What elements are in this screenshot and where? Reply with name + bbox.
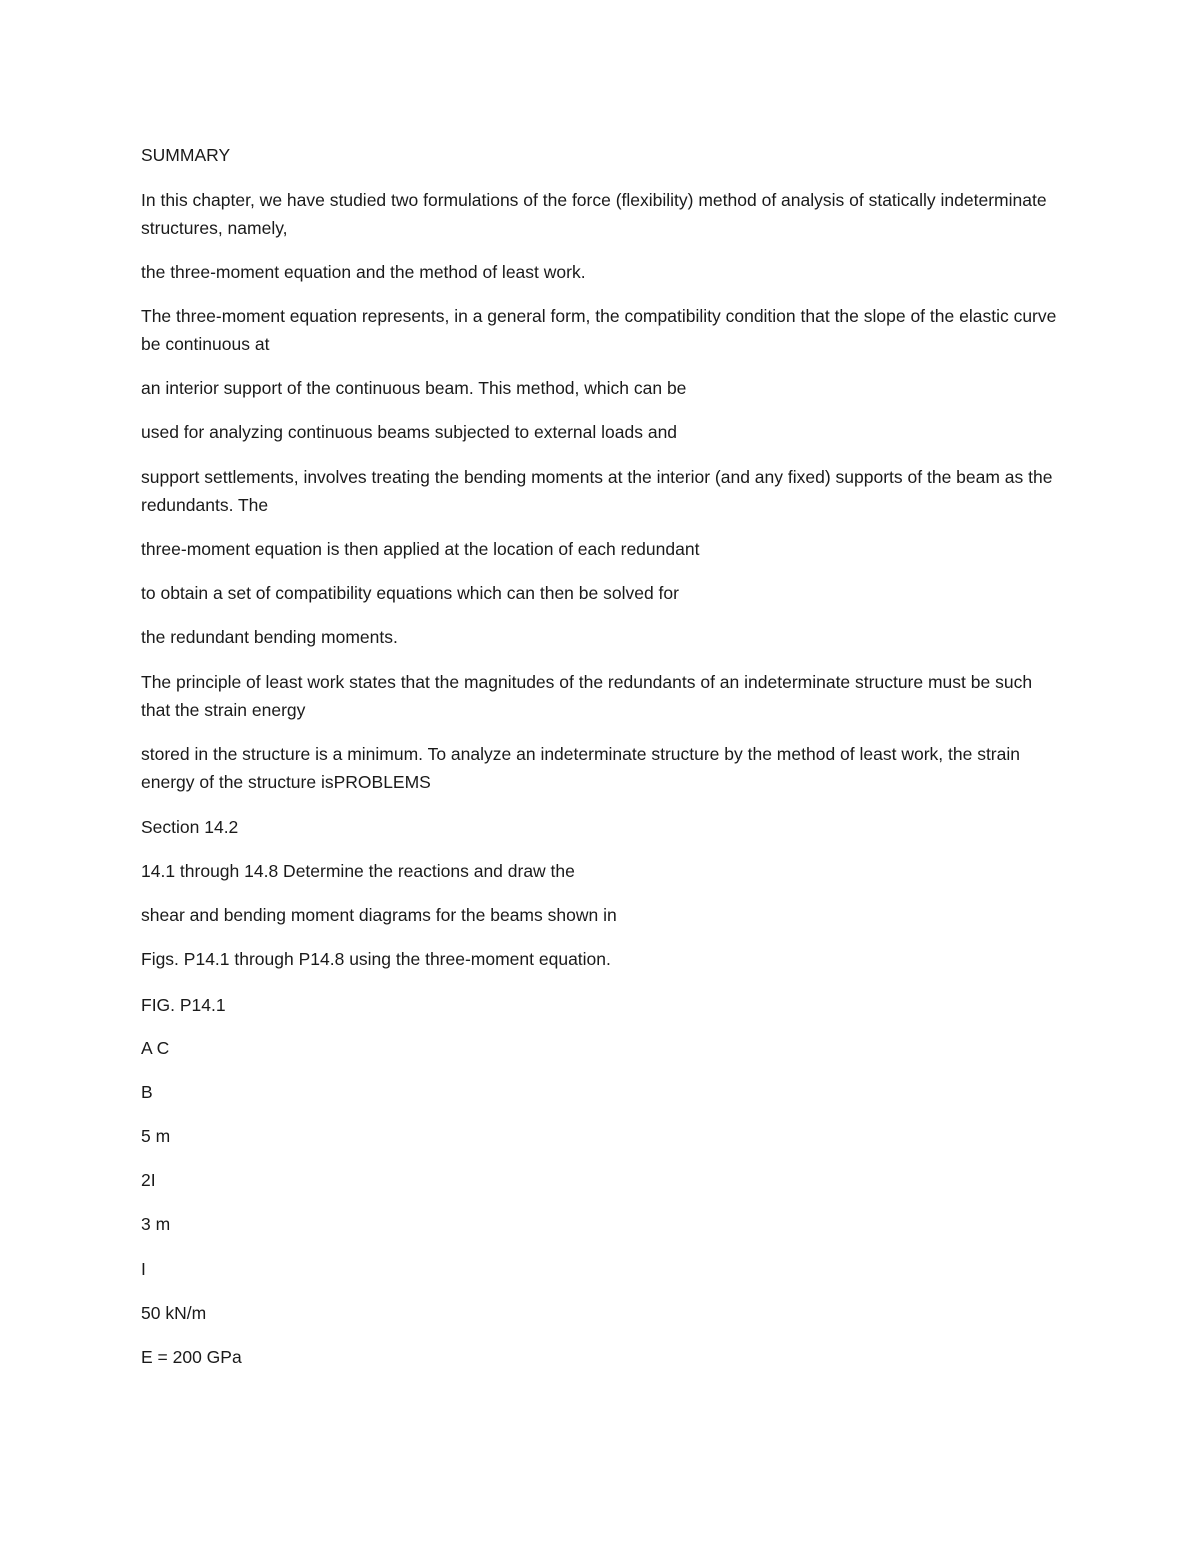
paragraph: the three-moment equation and the method of least work.: [141, 262, 586, 282]
figure-text: B: [141, 1082, 153, 1102]
problem-text: shear and bending moment diagrams for the beams shown in: [141, 905, 617, 925]
paragraph: used for analyzing continuous beams subjected to external loads and: [141, 422, 678, 442]
paragraph: The principle of least work states that the magnitudes of the redundants of an indeterminate structure must be such that the strain energy: [141, 672, 1033, 720]
paragraph: In this chapter, we have studied two formulations of the force (flexibility) method of analysis of statically indeterminate structures, namely,: [141, 190, 1047, 238]
figure-text: 3 m: [141, 1214, 171, 1234]
figure-text: 2I: [141, 1170, 156, 1190]
paragraph: three-moment equation is then applied at the location of each redundant: [141, 539, 700, 559]
paragraph: stored in the structure is a minimum. To analyze an indeterminate structure by the method of least work, the strain energy of the structure isPROBLEMS: [141, 744, 1020, 792]
figure-text: 50 kN/m: [141, 1303, 207, 1323]
section-label: Section 14.2: [141, 817, 239, 837]
problem-text: Figs. P14.1 through P14.8 using the three-moment equation.: [141, 949, 611, 969]
figure-text: A C: [141, 1038, 170, 1058]
figure-text: 5 m: [141, 1126, 171, 1146]
figure-label: FIG. P14.1: [141, 995, 226, 1015]
figure-text: E = 200 GPa: [141, 1347, 242, 1367]
paragraph: support settlements, involves treating the bending moments at the interior (and any fixed) supports of the beam as the redundants. The: [141, 467, 1053, 515]
paragraph: the redundant bending moments.: [141, 627, 398, 647]
paragraph: to obtain a set of compatibility equations which can then be solved for: [141, 583, 679, 603]
problem-text: 14.1 through 14.8 Determine the reactions and draw the: [141, 861, 575, 881]
figure-text: I: [141, 1259, 146, 1279]
paragraph: The three-moment equation represents, in a general form, the compatibility condition that the slope of the elastic curve be continuous at: [141, 306, 1057, 354]
paragraph: an interior support of the continuous beam. This method, which can be: [141, 378, 687, 398]
summary-heading: SUMMARY: [141, 145, 231, 165]
